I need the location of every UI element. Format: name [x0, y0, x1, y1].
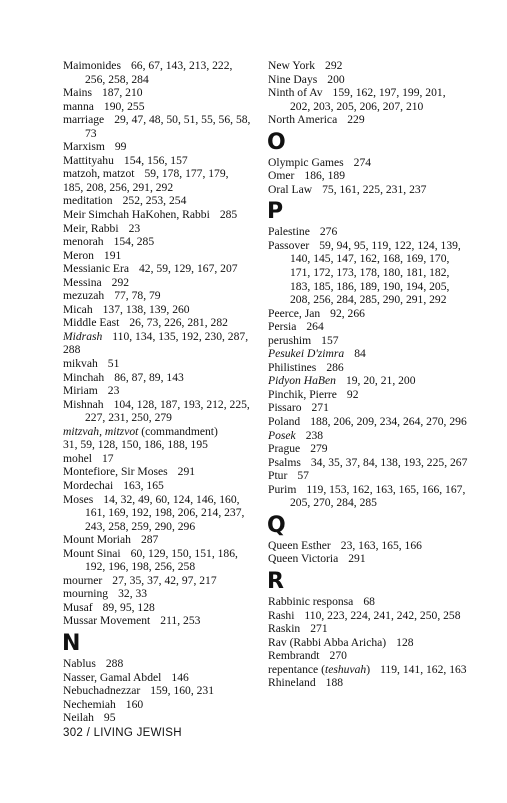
- index-term-suffix: ): [366, 662, 371, 676]
- index-entry: [268, 169, 468, 183]
- index-term: Middle East: [63, 316, 120, 330]
- index-term: Messianic Era: [63, 262, 129, 276]
- index-entry: [268, 334, 468, 348]
- index-pages: 119, 153, 162, 163, 165, 166, 167, 205, 270, 284, 285: [290, 482, 466, 510]
- index-entry: [268, 636, 468, 650]
- index-entry: [268, 429, 468, 443]
- index-entry: [63, 657, 253, 671]
- index-term: Pissaro: [268, 401, 302, 415]
- index-pages: 51: [107, 357, 120, 371]
- index-entry: [63, 684, 253, 698]
- index-term: Minchah: [63, 370, 105, 384]
- index-entry: [268, 609, 468, 623]
- index-term: Neilah: [63, 711, 94, 725]
- index-pages: 264: [306, 320, 324, 334]
- index-pages: 26, 73, 226, 281, 282: [129, 316, 228, 330]
- index-entry: [268, 469, 468, 483]
- index-entry: [63, 671, 253, 685]
- index-pages: 77, 78, 79: [114, 289, 161, 303]
- index-term: Pinchik, Pierre: [268, 387, 337, 401]
- index-column-left: [63, 59, 253, 725]
- index-pages: 110, 134, 135, 192, 230, 287,: [112, 329, 249, 343]
- index-term: Meir Simchah HaKohen, Rabbi: [63, 208, 210, 222]
- index-pages: 211, 253: [160, 614, 201, 628]
- index-term: mourner: [63, 573, 103, 587]
- index-pages: 110, 223, 224, 241, 242, 250, 258: [304, 608, 461, 622]
- index-pages: 92, 266: [330, 306, 365, 320]
- section-letter: Q: [267, 512, 286, 538]
- index-term: Rashi: [268, 608, 295, 622]
- index-entry: [268, 388, 468, 402]
- index-pages: 84: [354, 347, 366, 361]
- index-entry: [63, 100, 253, 114]
- index-entry: [63, 167, 253, 194]
- index-pages: 14, 32, 49, 60, 124, 146, 160, 161, 169, 192, 198, 206, 214, 237, 243, 258, 259, 290, 296: [85, 492, 245, 533]
- index-term: manna: [63, 99, 94, 113]
- index-pages: 274: [353, 155, 372, 169]
- index-pages: 271: [311, 401, 329, 415]
- index-pages: 57: [297, 469, 309, 483]
- index-term: Mishnah: [63, 397, 104, 411]
- index-pages: 163, 165: [123, 478, 164, 492]
- index-term: Queen Esther: [268, 538, 331, 552]
- index-entry: [63, 384, 253, 398]
- index-entry: [268, 86, 468, 113]
- index-term: New York: [268, 59, 316, 72]
- index-pages: 286: [326, 360, 344, 374]
- index-pages: 157: [321, 333, 339, 347]
- index-term: Pesukei D'zimra: [268, 347, 345, 361]
- index-term: Olympic Games: [268, 155, 344, 169]
- index-pages: 188: [325, 676, 344, 690]
- index-entry: [268, 73, 468, 87]
- index-entry: [63, 357, 253, 371]
- index-pages: 104, 128, 187, 193, 212, 225, 227, 231, 250, 279: [85, 397, 250, 425]
- index-entry: [63, 493, 253, 534]
- index-term: Queen Victoria: [268, 552, 339, 566]
- index-term: Mattityahu: [63, 153, 114, 167]
- index-term: Mains: [63, 86, 92, 100]
- index-pages: 75, 161, 225, 231, 237: [322, 182, 427, 196]
- index-term: Passover: [268, 238, 310, 252]
- index-term: mezuzah: [63, 289, 105, 303]
- index-term: mitzvah, mitzvot: [63, 424, 139, 438]
- index-pages: 19, 20, 21, 200: [345, 374, 416, 388]
- index-entry: [63, 113, 253, 140]
- index-pages: 187, 210: [101, 86, 143, 100]
- index-term: mikvah: [63, 357, 98, 371]
- section-letter: R: [267, 568, 284, 594]
- index-entry: [63, 289, 253, 303]
- index-term-suffix: (commandment): [138, 424, 218, 438]
- index-pages: 86, 87, 89, 143: [114, 370, 184, 384]
- index-term: Rabbinic responsa: [268, 594, 354, 608]
- index-pages: 154, 156, 157: [123, 153, 188, 167]
- index-entry: [268, 183, 468, 197]
- index-pages: 229: [347, 113, 365, 127]
- index-term: mohel: [63, 451, 92, 465]
- index-entry: [63, 371, 253, 385]
- index-term: Rembrandt: [268, 649, 320, 663]
- index-entry: [63, 465, 253, 479]
- index-term: marriage: [63, 113, 105, 127]
- index-entry: [63, 698, 253, 712]
- index-entry: [63, 479, 253, 493]
- index-pages: 188, 206, 209, 234, 264, 270, 296: [310, 415, 467, 429]
- index-entry: [63, 574, 253, 588]
- index-term: Messina: [63, 275, 102, 289]
- index-pages: 60, 129, 150, 151, 186, 192, 196, 198, 256, 258: [85, 546, 238, 574]
- index-pages: 59, 178, 177, 179,: [144, 167, 229, 181]
- index-pages: 288: [105, 656, 124, 670]
- index-term: Philistines: [268, 360, 317, 374]
- index-pages: 159, 160, 231: [150, 684, 215, 698]
- index-pages: 238: [305, 428, 324, 442]
- index-term: Pidyon HaBen: [268, 374, 336, 388]
- index-pages: 159, 162, 197, 199, 201, 202, 203, 205, 206, 207, 210: [290, 86, 446, 113]
- index-entry: [63, 398, 253, 425]
- index-pages: 190, 255: [103, 99, 145, 113]
- index-pages: 200: [327, 72, 345, 86]
- index-pages: 23: [107, 384, 120, 398]
- index-term: Rhineland: [268, 676, 316, 690]
- index-entry: [268, 239, 468, 307]
- index-term: Micah: [63, 302, 93, 316]
- index-pages: 89, 95, 128: [102, 600, 155, 614]
- index-pages: 276: [319, 225, 338, 239]
- index-entry: [63, 711, 253, 725]
- index-entry: [268, 595, 468, 609]
- index-term: Raskin: [268, 622, 301, 636]
- index-term: Midrash: [63, 329, 103, 343]
- index-entry: [63, 425, 253, 452]
- index-entry: [268, 59, 468, 73]
- index-pages: 119, 141, 162, 163: [380, 662, 467, 676]
- index-term: Omer: [268, 169, 295, 183]
- index-term: Moses: [63, 492, 94, 506]
- index-pages: 252, 253, 254: [122, 194, 187, 208]
- index-entry: [63, 303, 253, 317]
- index-pages: 292: [111, 275, 130, 289]
- index-term: Marxism: [63, 140, 105, 154]
- index-pages: 287: [140, 533, 159, 547]
- index-term: Mount Sinai: [63, 546, 121, 560]
- index-pages: 270: [329, 649, 347, 663]
- index-term: Ninth of Av: [268, 86, 323, 100]
- section-letter: N: [62, 630, 81, 656]
- index-entry: [268, 401, 468, 415]
- index-pages: 42, 59, 129, 167, 207: [139, 262, 238, 276]
- index-pages: 271: [310, 622, 328, 636]
- index-entry: [63, 547, 253, 574]
- index-term: Nechemiah: [63, 697, 116, 711]
- index-term: Montefiore, Sir Moses: [63, 465, 168, 479]
- index-entry: [63, 222, 253, 236]
- index-pages: 191: [103, 248, 122, 262]
- index-pages: 186, 189: [304, 169, 345, 183]
- index-term: Purim: [268, 482, 297, 496]
- index-pages: 95: [103, 711, 116, 725]
- index-pages: 27, 35, 37, 42, 97, 217: [112, 573, 217, 587]
- index-term: Persia: [268, 320, 297, 334]
- index-term: Psalms: [268, 455, 301, 469]
- index-term: Nine Days: [268, 72, 318, 86]
- index-term: meditation: [63, 194, 113, 208]
- index-entry: [268, 307, 468, 321]
- index-term: Posek: [268, 428, 296, 442]
- index-pages: 17: [101, 451, 114, 465]
- page-footer: 302 / LIVING JEWISH: [63, 727, 182, 739]
- index-term: Nasser, Gamal Abdel: [63, 670, 162, 684]
- index-entry: [268, 225, 468, 239]
- index-term: Rav (Rabbi Abba Aricha): [268, 635, 387, 649]
- index-term: Meron: [63, 248, 94, 262]
- index-term: Oral Law: [268, 182, 313, 196]
- index-pages: 137, 138, 139, 260: [102, 302, 190, 316]
- index-term: Maimonides: [63, 59, 121, 72]
- index-entry: [63, 235, 253, 249]
- index-pages: 279: [310, 442, 328, 456]
- index-term: Palestine: [268, 225, 310, 239]
- index-pages: 291: [177, 465, 196, 479]
- index-term: Prague: [268, 442, 301, 456]
- index-pages: 59, 94, 95, 119, 122, 124, 139, 140, 145, 147, 162, 168, 169, 170, 171, 172, 173, 178, 180, 181, 182, 183, 185, 186, 189, 190, 194, 205, 208, 256, 284, 285, 290, 291, 292: [290, 238, 461, 307]
- index-pages: 160: [125, 697, 144, 711]
- index-pages: 34, 35, 37, 84, 138, 193, 225, 267: [310, 455, 468, 469]
- index-entry: [63, 249, 253, 263]
- index-pages: 31, 59, 128, 150, 186, 188, 195: [63, 438, 208, 452]
- index-term: Meir, Rabbi: [63, 221, 119, 235]
- index-entry: [268, 347, 468, 361]
- index-pages: 146: [171, 670, 189, 684]
- index-pages: 68: [363, 594, 375, 608]
- index-entry: [268, 539, 468, 553]
- index-entry: [63, 533, 253, 547]
- index-pages: 92: [346, 387, 359, 401]
- index-term: Mordechai: [63, 478, 114, 492]
- section-letter: O: [267, 129, 286, 155]
- index-term: Miriam: [63, 384, 98, 398]
- index-term: repentance (: [268, 662, 325, 676]
- index-entry: [268, 415, 468, 429]
- index-entry: [268, 320, 468, 334]
- index-entry: [63, 86, 253, 100]
- index-term: matzoh, matzot: [63, 167, 135, 181]
- index-pages: 292: [325, 59, 343, 72]
- index-pages: 128: [396, 635, 414, 649]
- index-entry: [63, 208, 253, 222]
- index-term: mourning: [63, 587, 109, 601]
- index-entry: [63, 316, 253, 330]
- index-entry: [63, 587, 253, 601]
- index-term: Ptur: [268, 469, 288, 483]
- index-entry: [268, 113, 468, 127]
- index-term: North America: [268, 113, 338, 127]
- index-pages: 99: [114, 140, 127, 154]
- index-entry: [63, 601, 253, 615]
- index-entry: [268, 156, 468, 170]
- index-pages: 291: [348, 552, 366, 566]
- index-entry: [63, 262, 253, 276]
- index-entry: [268, 649, 468, 663]
- index-entry: [268, 622, 468, 636]
- index-entry: [63, 614, 253, 628]
- index-entry: [268, 663, 468, 677]
- index-pages: 285: [219, 208, 238, 222]
- index-entry: [63, 140, 253, 154]
- index-pages: 185, 208, 256, 291, 292: [63, 180, 174, 194]
- index-entry: [268, 361, 468, 375]
- index-entry: [63, 452, 253, 466]
- index-pages: 66, 67, 143, 213, 222, 256, 258, 284: [85, 59, 233, 86]
- index-term: perushim: [268, 333, 312, 347]
- section-letter: P: [267, 199, 284, 225]
- index-term: Nablus: [63, 656, 96, 670]
- index-entry: [63, 154, 253, 168]
- index-term: Musaf: [63, 600, 93, 614]
- index-pages: 288: [63, 343, 81, 357]
- index-pages: 23: [128, 221, 141, 235]
- index-entry: [63, 276, 253, 290]
- index-entry: [268, 676, 468, 690]
- index-entry: [268, 483, 468, 510]
- index-term: menorah: [63, 235, 104, 249]
- index-entry: [268, 456, 468, 470]
- index-pages: 23, 163, 165, 166: [340, 538, 422, 552]
- index-column-right: [268, 59, 468, 690]
- index-pages: 29, 47, 48, 50, 51, 55, 56, 58, 73: [85, 113, 251, 140]
- index-pages: 154, 285: [113, 235, 155, 249]
- index-entry: [268, 552, 468, 566]
- index-entry: [268, 374, 468, 388]
- index-term: Poland: [268, 415, 301, 429]
- index-entry: [63, 194, 253, 208]
- index-term: Nebuchadnezzar: [63, 684, 141, 698]
- index-term-italic: teshuvah: [324, 662, 367, 676]
- index-term: Mount Moriah: [63, 533, 131, 547]
- index-pages: 32, 33: [118, 587, 148, 601]
- index-entry: [63, 59, 253, 86]
- index-entry: [63, 330, 253, 357]
- index-term: Mussar Movement: [63, 614, 151, 628]
- index-term: Peerce, Jan: [268, 306, 321, 320]
- index-entry: [268, 442, 468, 456]
